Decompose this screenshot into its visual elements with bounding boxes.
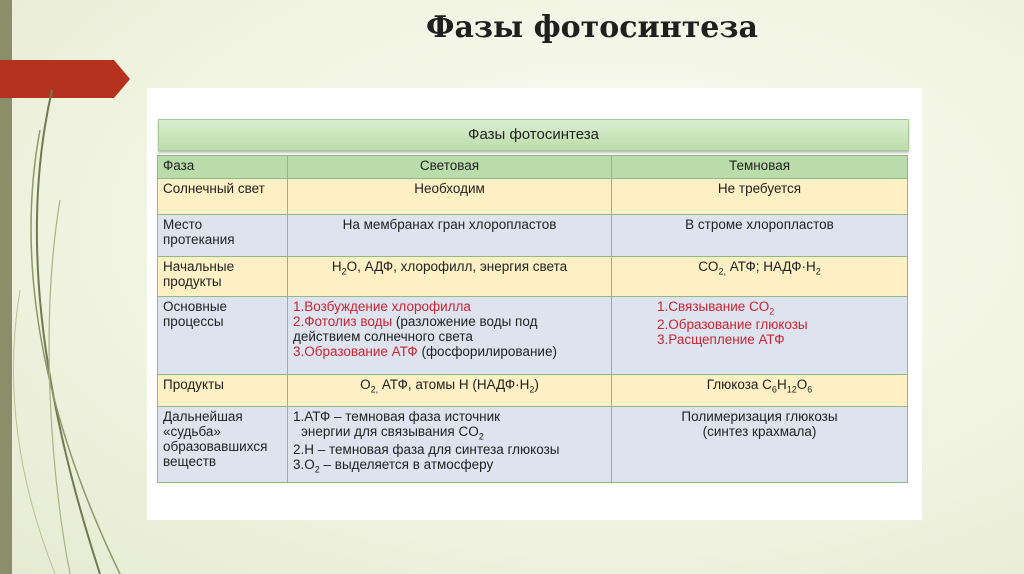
cell-dark: Полимеризация глюкозы (синтез крахмала) xyxy=(612,407,908,483)
cell-label: Основные процессы xyxy=(158,297,288,375)
cell-dark: Не требуется xyxy=(612,179,908,215)
cell-light: 1.АТФ – темновая фаза источник энергии для связывания $CO_2$ 2.Н – темновая фаза для синтеза глюкозы $3.O_2$ – выделяется в атмосферу xyxy=(288,407,612,483)
cell-label: Дальнейшая «судьба» образовавшихся веществ xyxy=(158,407,288,483)
cell-dark: 1.Связывание $CO_2$ 2.Образование глюкозы 3.Расщепление АТФ xyxy=(612,297,908,375)
cell-light: $H_2O$, АДФ, хлорофилл, энергия света xyxy=(288,257,612,297)
header-light: Световая xyxy=(288,156,612,179)
row-initial-products xyxy=(158,257,908,297)
table-header-row xyxy=(158,156,908,179)
cell-label: Солнечный свет xyxy=(158,179,288,215)
row-products xyxy=(158,375,908,407)
row-location xyxy=(158,215,908,257)
table-banner: Фазы фотосинтеза xyxy=(158,119,909,151)
cell-label: Место протекания xyxy=(158,215,288,257)
row-sunlight xyxy=(158,179,908,215)
header-dark: Темновая xyxy=(612,156,908,179)
cell-label: Начальные продукты xyxy=(158,257,288,297)
table-image-panel xyxy=(147,88,922,520)
decorative-grass-lines xyxy=(0,90,140,574)
row-fate xyxy=(158,407,908,483)
slide-title: Фазы фотосинтеза xyxy=(426,10,758,45)
photosynthesis-table xyxy=(157,155,908,483)
cell-dark: Глюкоза $C_6H_{12}O_6$ xyxy=(612,375,908,407)
cell-dark: $CO_{2,}$ АТФ; $НАДФ\cdot H_2$ xyxy=(612,257,908,297)
cell-light: $O_{2,}$ АТФ, атомы Н $(НАДФ\cdot H_2)$ xyxy=(288,375,612,407)
cell-light: Необходим xyxy=(288,179,612,215)
cell-light: 1.Возбуждение хлорофилла 2.Фотолиз воды (разложение воды под действием солнечного света 3.Образование АТФ (фосфорилирование) xyxy=(288,297,612,375)
header-phase: Фаза xyxy=(158,156,288,179)
cell-light: На мембранах гран хлоропластов xyxy=(288,215,612,257)
cell-label: Продукты xyxy=(158,375,288,407)
cell-dark: В строме хлоропластов xyxy=(612,215,908,257)
row-main-processes xyxy=(158,297,908,375)
